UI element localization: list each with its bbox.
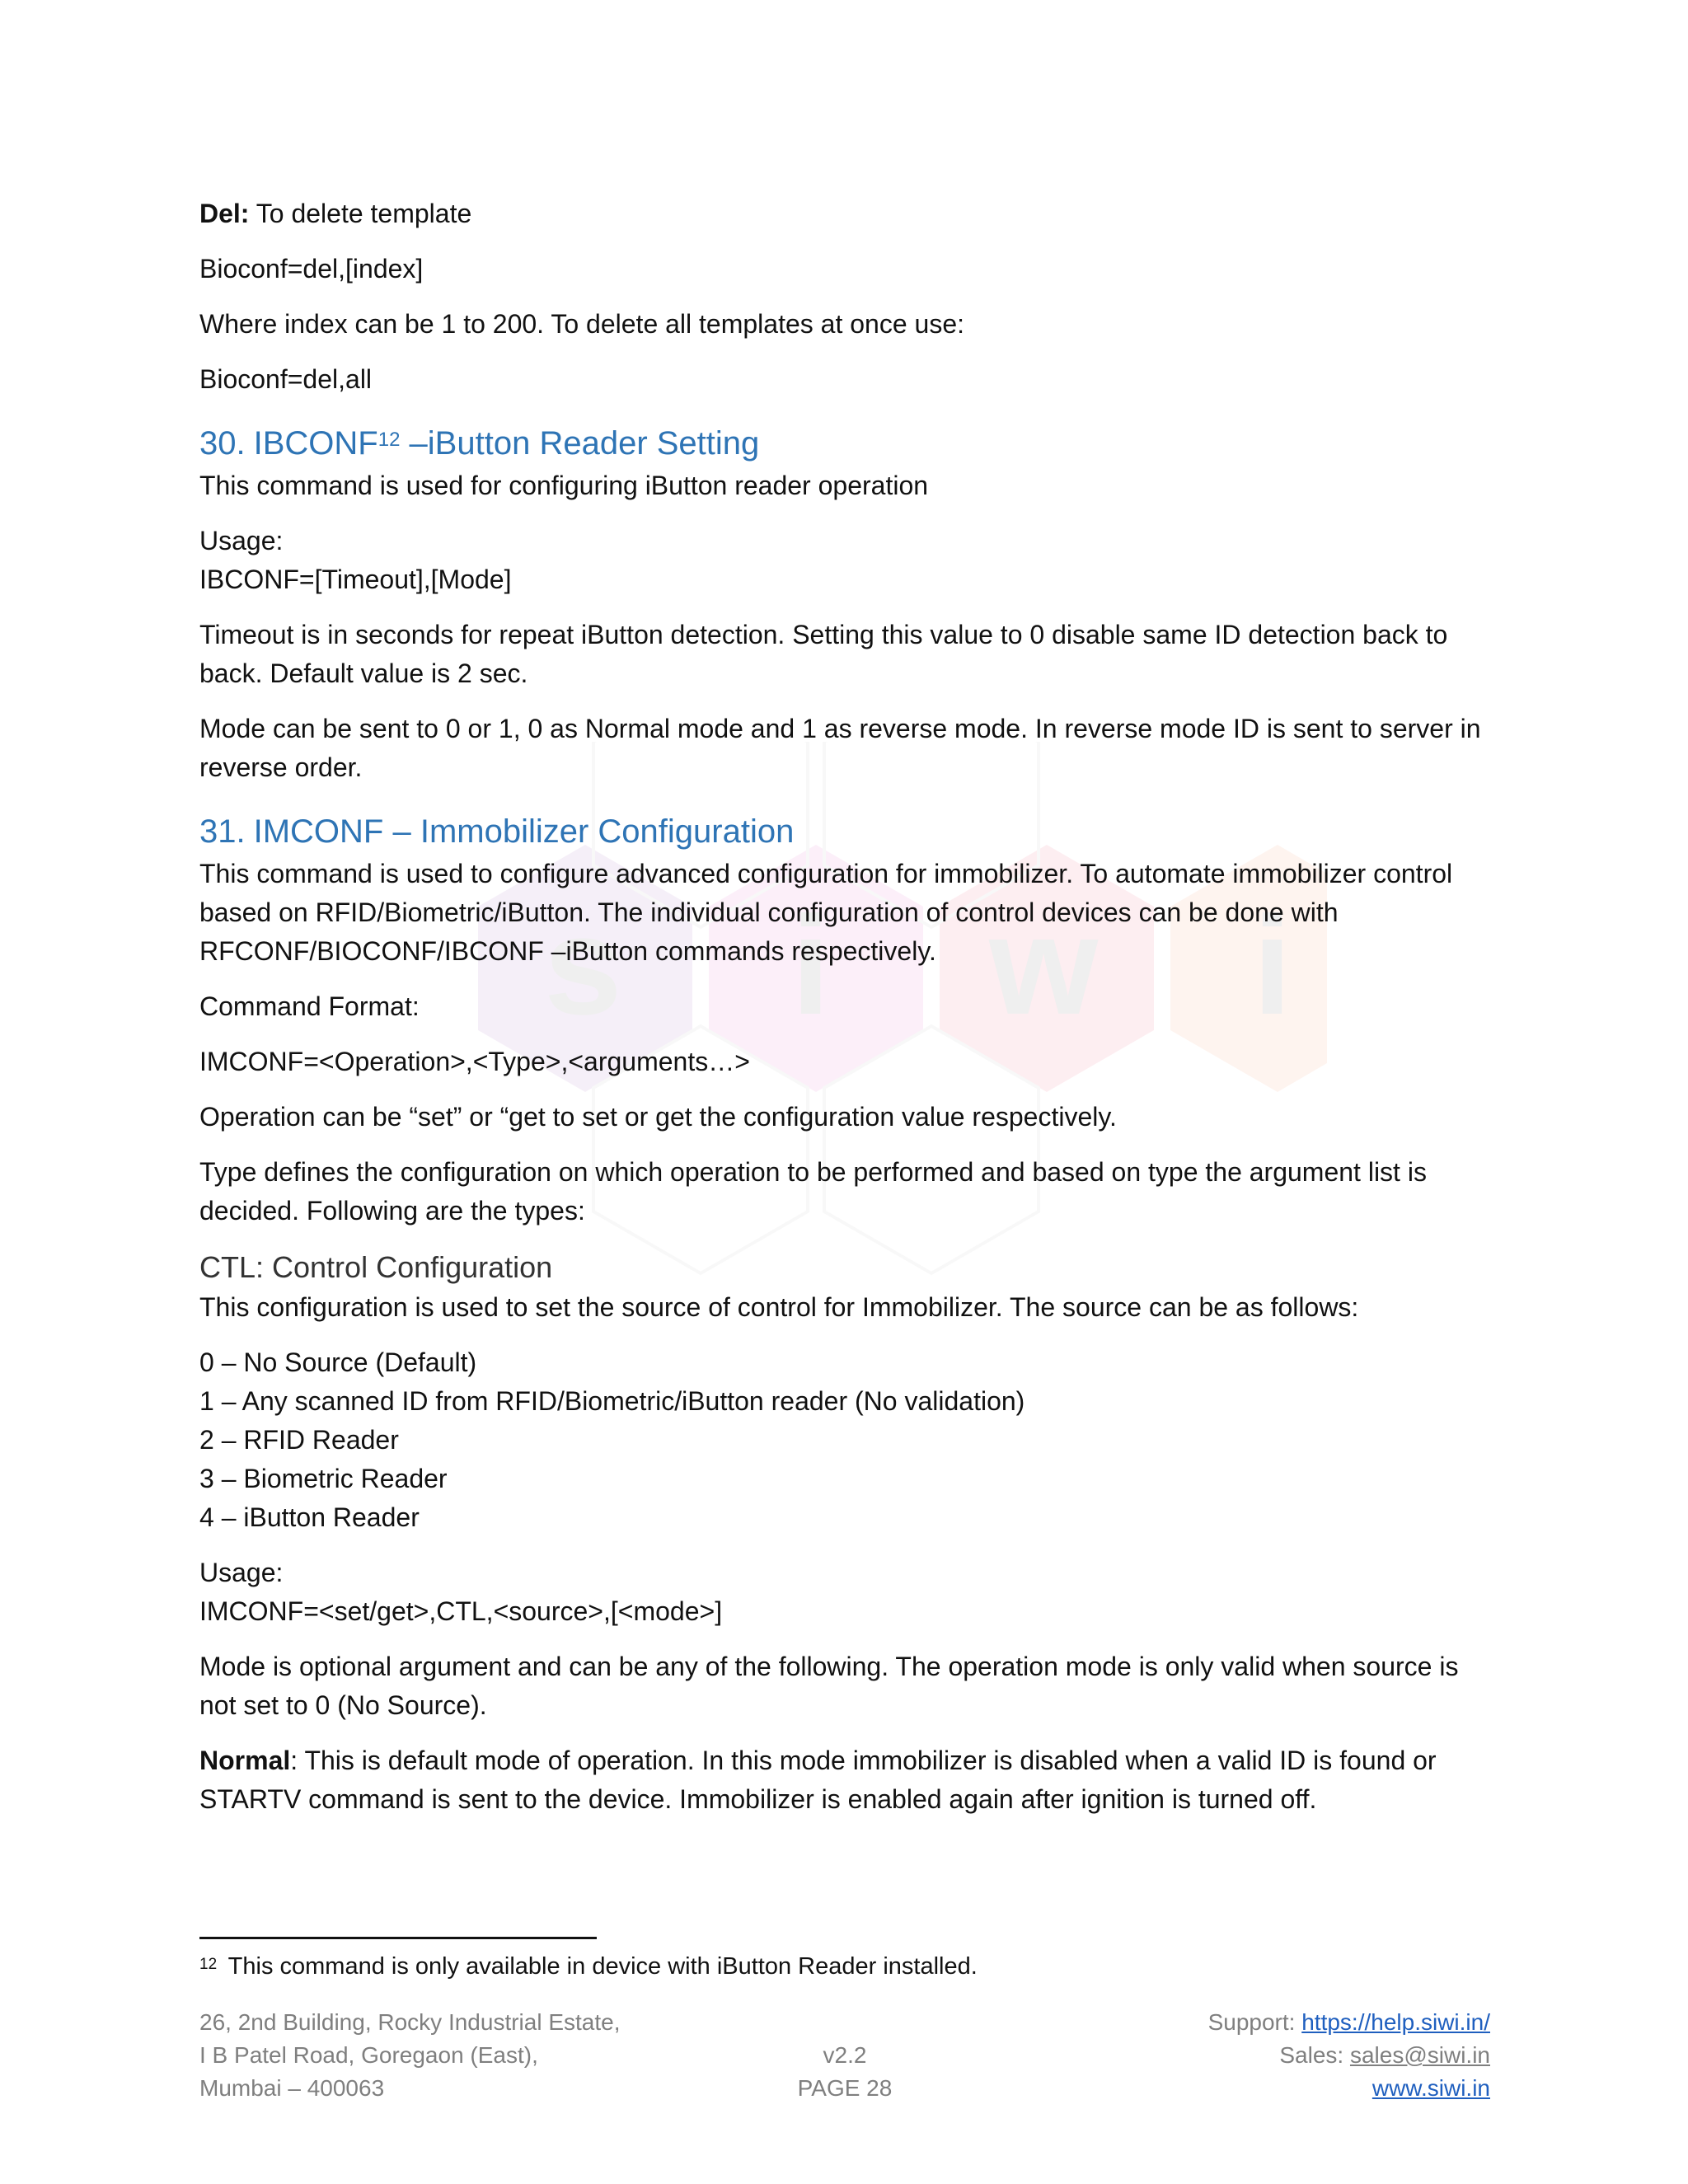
- sales-line: [1208, 2039, 1490, 2072]
- source-item: 1 – Any scanned ID from RFID/Biometric/iButton reader (No validation): [199, 1386, 1025, 1416]
- source-item: 4 – iButton Reader: [199, 1502, 420, 1532]
- section-31-usage-label: Usage:: [199, 1558, 284, 1587]
- del-text: To delete template: [249, 199, 472, 228]
- section-31-number: 31.: [199, 813, 246, 850]
- footnote-number: 12: [199, 1956, 218, 1973]
- watermark-letter-2: i: [791, 888, 831, 1044]
- normal-text: : This is default mode of operation. In this mode immobilizer is disabled when a valid ID is found or STARTV command is sent to the device. Immobilizer is enabled again after ignition is turned off.: [199, 1746, 1437, 1814]
- support-link[interactable]: https://help.siwi.in/: [1301, 2009, 1490, 2035]
- section-30-mode-text: Mode can be sent to 0 or 1, 0 as Normal mode and 1 as reverse mode. In reverse mode ID is sent to server in reverse order.: [199, 714, 1481, 782]
- del-where-text: Where index can be 1 to 200. To delete all templates at once use:: [199, 309, 964, 339]
- sales-email-link[interactable]: sales@siwi.in: [1349, 2042, 1490, 2068]
- section-30-title-post: –iButton Reader Setting: [400, 425, 760, 462]
- source-item: 2 – RFID Reader: [199, 1425, 399, 1455]
- section-30-usage-command: IBCONF=[Timeout],[Mode]: [199, 565, 512, 594]
- section-30-timeout-text: Timeout is in seconds for repeat iButton detection. Setting this value to 0 disable same ID detection back to back. Default value is 2 sec.: [199, 620, 1448, 688]
- watermark-letter-3: w: [989, 888, 1099, 1044]
- source-list: [199, 1343, 1490, 1537]
- footnote-text: This command is only available in device with iButton Reader installed.: [222, 1953, 978, 1980]
- section-30-heading: [199, 420, 1490, 466]
- section-30-description: This command is used for configuring iButton reader operation: [199, 471, 929, 500]
- page-footer: [199, 2006, 1490, 2108]
- website-line: [1208, 2072, 1490, 2105]
- footnote: [199, 1950, 978, 1983]
- ctl-description: This configuration is used to set the source of control for Immobilizer. The source can be as follows:: [199, 1292, 1359, 1322]
- section-31-title: IMCONF – Immobilizer Configuration: [253, 813, 795, 850]
- source-item: 0 – No Source (Default): [199, 1347, 477, 1377]
- del-label: Del:: [199, 199, 250, 228]
- support-label: Support:: [1207, 2009, 1302, 2035]
- section-31-operation-text: Operation can be “set” or “get to set or get the configuration value respectively.: [199, 1102, 1117, 1132]
- address-line-2: I B Patel Road, Goregaon (East),: [199, 2042, 538, 2068]
- watermark-letter-4: i: [1253, 888, 1292, 1044]
- del-command: Bioconf=del,[index]: [199, 254, 424, 284]
- watermark-letter-1: s: [544, 888, 622, 1044]
- footnote-ref-12[interactable]: 12: [377, 429, 401, 451]
- ctl-heading: CTL: Control Configuration: [199, 1250, 553, 1284]
- main-content: [199, 194, 1490, 1835]
- sales-label: Sales:: [1279, 2042, 1350, 2068]
- section-31-type-text: Type defines the configuration on which operation to be performed and based on type the argument list is decided. Following are the types:: [199, 1157, 1427, 1226]
- address-line-3: Mumbai – 400063: [199, 2075, 385, 2101]
- footnote-separator: [199, 1937, 597, 1939]
- section-31-format-command: IMCONF=<Operation>,<Type>,<arguments…>: [199, 1047, 750, 1076]
- normal-mode-description: [199, 1741, 1490, 1819]
- del-description: [199, 194, 1490, 233]
- website-link[interactable]: www.siwi.in: [1372, 2075, 1490, 2101]
- section-31-usage-command: IMCONF=<set/get>,CTL,<source>,[<mode>]: [199, 1596, 723, 1626]
- section-30-title-pre: IBCONF: [253, 425, 378, 462]
- section-31-description: This command is used to configure advanced configuration for immobilizer. To automate immobilizer control based on RFID/Biometric/iButton. The individual configuration of control devices can be done with RFCONF/BIOCONF/IBCONF –iButton commands respectively.: [199, 859, 1453, 966]
- support-line: [1208, 2006, 1490, 2039]
- del-all-command: Bioconf=del,all: [199, 364, 373, 394]
- footer-contacts: [1208, 2006, 1490, 2105]
- source-item: 3 – Biometric Reader: [199, 1464, 448, 1493]
- section-31-format-label: Command Format:: [199, 991, 420, 1021]
- version-label: v2.2: [823, 2042, 867, 2068]
- page-number: PAGE 28: [797, 2075, 893, 2101]
- section-31-heading: [199, 808, 1490, 855]
- section-30-number: 30.: [199, 425, 246, 462]
- section-30-usage-label: Usage:: [199, 526, 284, 555]
- section-31-mode-text: Mode is optional argument and can be any of the following. The operation mode is only valid when source is not set to 0 (No Source).: [199, 1652, 1459, 1720]
- normal-label: Normal: [199, 1746, 291, 1775]
- address-line-1: 26, 2nd Building, Rocky Industrial Estate,: [199, 2009, 621, 2035]
